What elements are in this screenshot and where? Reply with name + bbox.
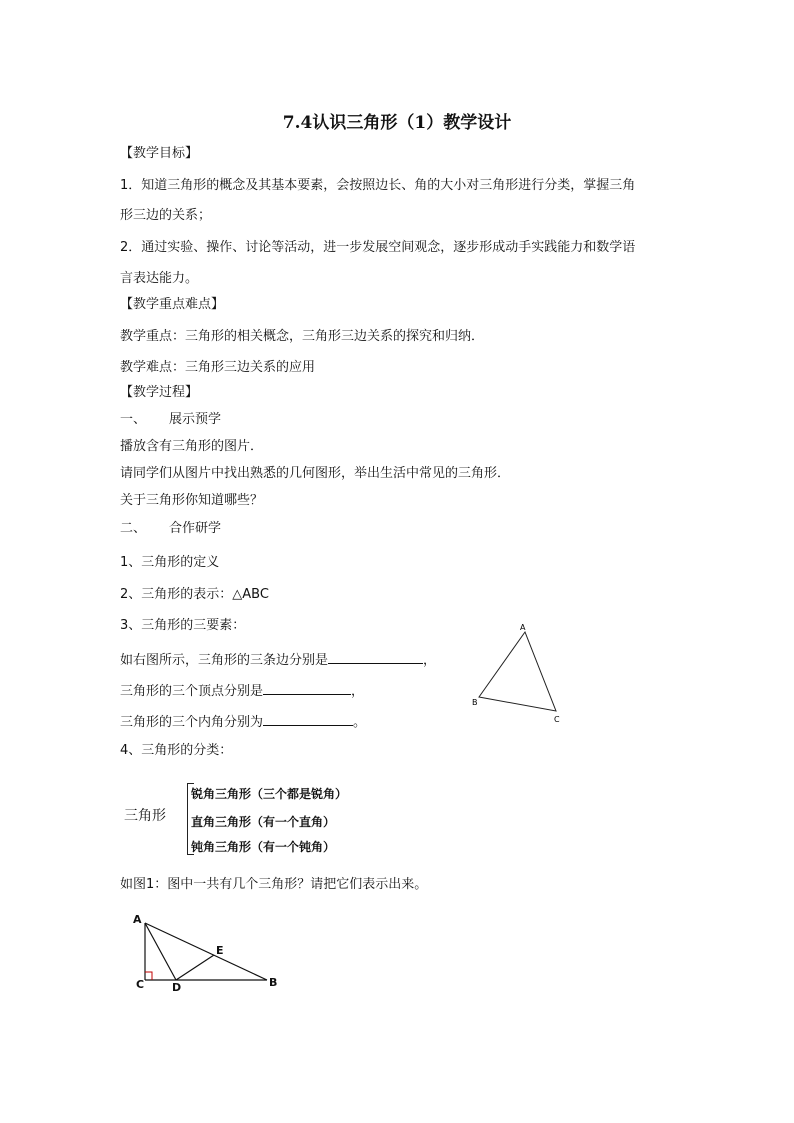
right-angle-mark: [145, 972, 152, 980]
part-1-title: 展示预学: [169, 412, 222, 427]
section-4: 4、三角形的分类：: [120, 743, 233, 758]
keypoints-heading: 【教学重点难点】: [120, 297, 225, 312]
blank-line-sides: [120, 650, 436, 669]
section-1: 1、三角形的定义: [120, 555, 220, 570]
figure-1-diagram: [128, 908, 288, 994]
figure-1-question: 如图1：图中一共有几个三角形？请把它们表示出来。: [120, 877, 428, 892]
goal-1-line-2: 形三边的关系；: [120, 208, 212, 223]
vertices-answer-blank[interactable]: [263, 681, 351, 695]
goal-1-line-1: 1．知道三角形的概念及其基本要素，会按照边长、角的大小对三角形进行分类，掌握三角: [120, 178, 636, 193]
triangle-abc-figure: [468, 618, 578, 728]
blank-line-angles-end: 。: [353, 715, 367, 730]
class-acute: 锐角三角形（三个都是锐角）: [191, 787, 348, 801]
part-2-number: 二、: [120, 521, 147, 536]
point-label-b: B: [269, 976, 278, 989]
goal-2-line-2: 言表达能力。: [120, 271, 199, 286]
blank-line-vertices: [120, 681, 364, 700]
vertex-label-c: C: [554, 715, 560, 724]
process-line-a: 播放含有三角形的图片．: [120, 439, 264, 454]
part-1-number: 一、: [120, 412, 147, 427]
point-label-e: E: [216, 944, 224, 957]
segment-de: [176, 955, 214, 980]
sides-answer-blank[interactable]: [328, 650, 423, 664]
page-title: 7.4认识三角形（1）教学设计: [282, 113, 512, 133]
blank-line-angles-text: 三角形的三个内角分别为: [120, 715, 264, 730]
blank-line-vertices-text: 三角形的三个顶点分别是: [120, 684, 264, 699]
section-3: 3、三角形的三要素：: [120, 618, 246, 633]
process-heading: 【教学过程】: [120, 385, 199, 400]
point-label-a: A: [133, 913, 142, 926]
vertex-label-a: A: [520, 623, 526, 632]
point-label-d: D: [172, 981, 182, 994]
process-line-b: 请同学们从图片中找出熟悉的几何图形，举出生活中常见的三角形．: [120, 466, 511, 481]
blank-line-sides-text: 如右图所示，三角形的三条边分别是: [120, 653, 329, 668]
section-2: 2、三角形的表示：△ABC: [120, 587, 269, 602]
point-label-c: C: [136, 978, 145, 991]
classification-root: 三角形: [124, 808, 166, 824]
class-obtuse: 钝角三角形（有一个钝角）: [191, 840, 336, 854]
angles-answer-blank[interactable]: [263, 712, 353, 726]
blank-line-vertices-end: ，: [351, 684, 365, 699]
key-focus: 教学重点：三角形的相关概念，三角形三边关系的探究和归纳．: [120, 329, 485, 344]
goals-heading: 【教学目标】: [120, 146, 199, 161]
blank-line-angles: [120, 712, 366, 731]
key-difficulty: 教学难点：三角形三边关系的应用: [120, 360, 316, 375]
part-2-title: 合作研学: [169, 521, 222, 536]
goal-2-line-1: 2．通过实验、操作、讨论等活动，进一步发展空间观念，逐步形成动手实践能力和数学语: [120, 240, 636, 255]
segment-ad: [145, 923, 176, 980]
class-right: 直角三角形（有一个直角）: [191, 815, 336, 829]
blank-line-sides-end: ，: [423, 653, 437, 668]
vertex-label-b: B: [472, 698, 478, 707]
segment-ab: [145, 923, 267, 980]
triangle-abc-shape: [479, 632, 556, 711]
process-line-c: 关于三角形你知道哪些？: [120, 493, 264, 508]
